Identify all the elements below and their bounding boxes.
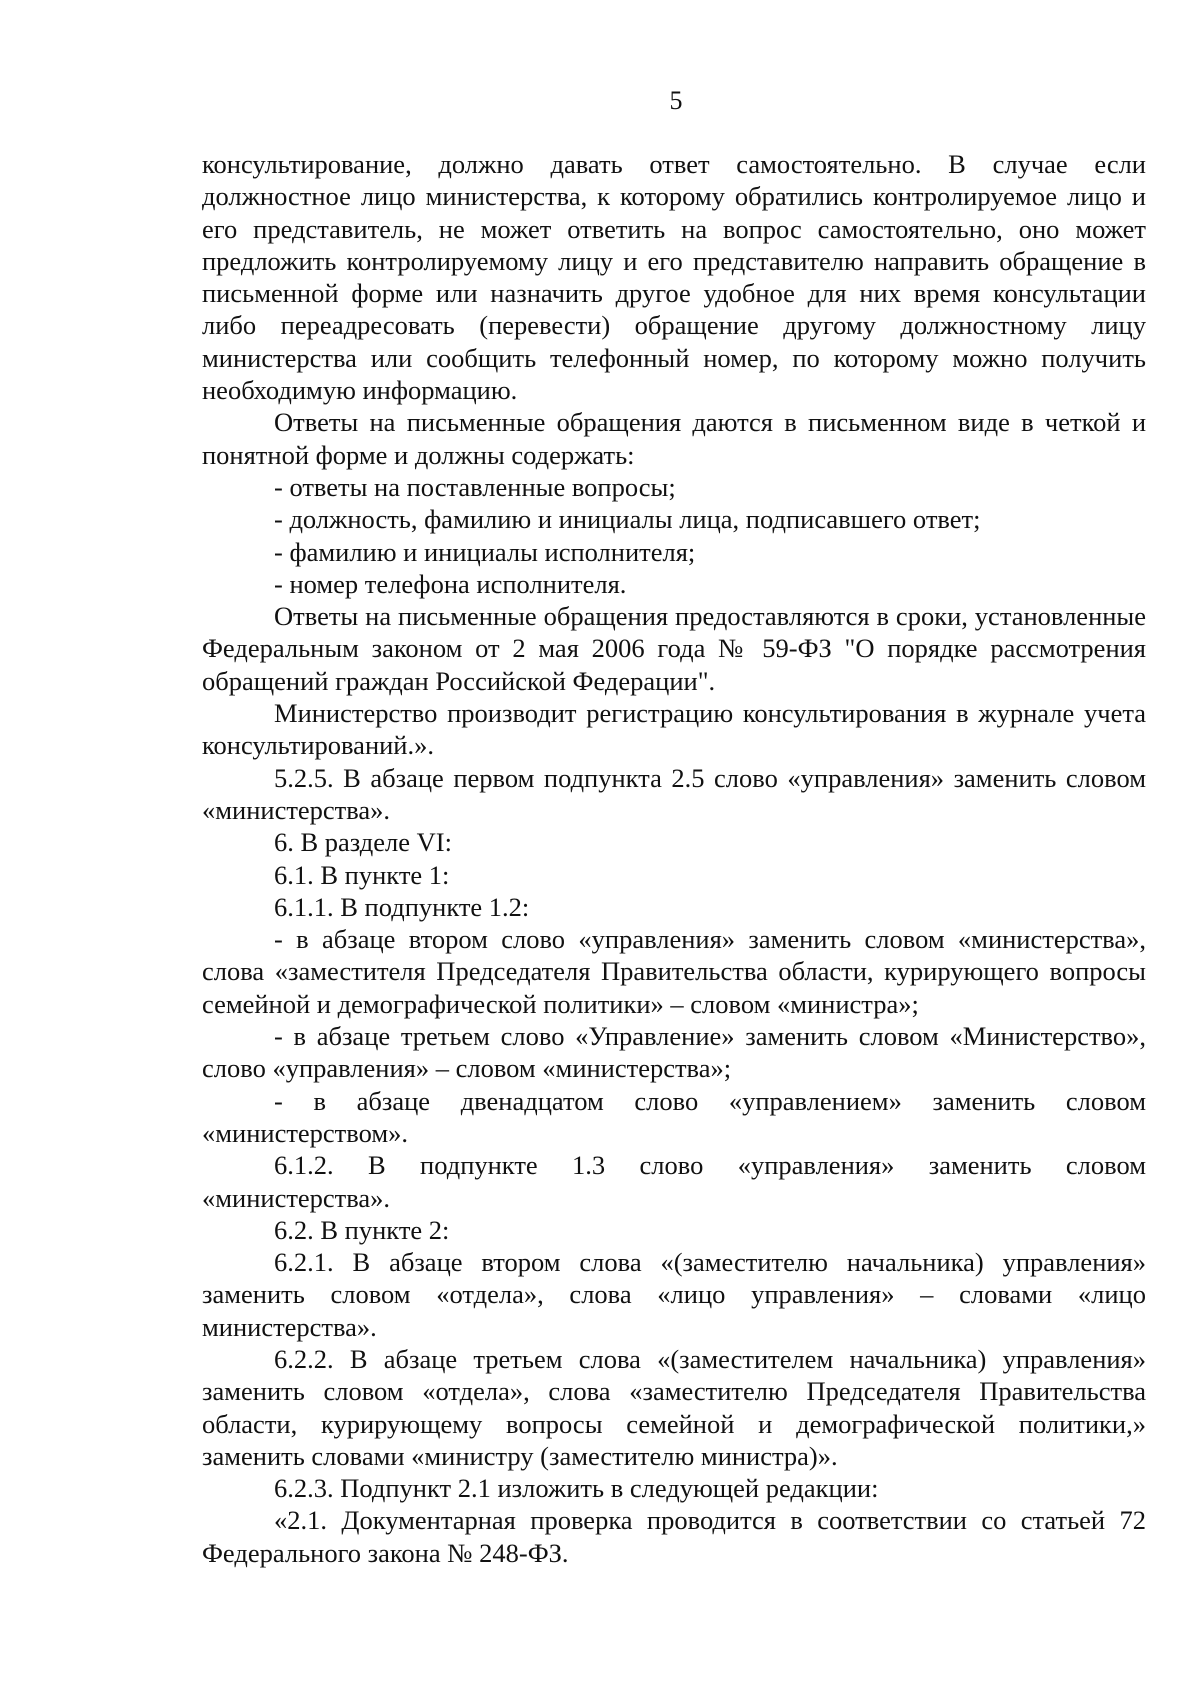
- paragraph: Ответы на письменные обращения предоставляются в сроки, установленные Федеральным законом от 2 мая 2006 года № 59-ФЗ "О порядке рассмотрения обращений граждан Российской Федерации".: [202, 601, 1146, 696]
- list-item: - в абзаце втором слово «управления» заменить словом «министерства», слова «заместителя Председателя Правительства области, курирующего вопросы семейной и демографической политики» – словом «министра»;: [202, 924, 1146, 1019]
- section-heading: 6. В разделе VI:: [274, 827, 452, 858]
- list-item: - номер телефона исполнителя.: [274, 568, 627, 599]
- list-item: - в абзаце двенадцатом слово «управлением» заменить словом «министерством».: [202, 1085, 1146, 1148]
- document-body: [202, 148, 1146, 1569]
- paragraph: 6.1.2. В подпункте 1.3 слово «управления» заменить словом «министерства».: [202, 1150, 1146, 1213]
- list-item: - ответы на поставленные вопросы;: [274, 471, 676, 502]
- page-number: 5: [669, 86, 683, 115]
- paragraph: 6.1.1. В подпункте 1.2:: [274, 891, 530, 922]
- list-item: - должность, фамилию и инициалы лица, подписавшего ответ;: [274, 504, 981, 535]
- paragraph: 6.2.3. Подпункт 2.1 изложить в следующей редакции:: [274, 1473, 879, 1504]
- paragraph: Ответы на письменные обращения даются в письменном виде в четкой и понятной форме и должны содержать:: [202, 407, 1146, 470]
- paragraph: Министерство производит регистрацию консультирования в журнале учета консультирований.».: [202, 698, 1146, 761]
- paragraph: 6.2.1. В абзаце втором слова «(заместителю начальника) управления» заменить словом «отдела», слова «лицо управления» – словами «лицо министерства».: [202, 1247, 1146, 1342]
- list-item: - в абзаце третьем слово «Управление» заменить словом «Министерство», слово «управления» – словом «министерства»;: [202, 1021, 1146, 1084]
- list-item: - фамилию и инициалы исполнителя;: [274, 536, 696, 567]
- paragraph: 6.1. В пункте 1:: [274, 859, 450, 890]
- paragraph: 5.2.5. В абзаце первом подпункта 2.5 слово «управления» заменить словом «министерства».: [202, 762, 1146, 825]
- paragraph: консультирование, должно давать ответ самостоятельно. В случае если должностное лицо министерства, к которому обратились контролируемое лицо и его представитель, не может ответить на вопрос самостоятельно, оно может предложить контролируемому лицу и его представителю направить обращение в письменной форме или назначить другое удобное для них время консультации либо переадресовать (перевести) обращение другому должностному лицу министерства или сообщить телефонный номер, по которому можно получить необходимую информацию.: [202, 149, 1146, 406]
- paragraph: 6.2. В пункте 2:: [274, 1214, 450, 1245]
- paragraph: 6.2.2. В абзаце третьем слова «(заместителем начальника) управления» заменить словом «отдела», слова «заместителю Председателя Правительства области, курирующему вопросы семейной и демографической политики,» заменить словами «министру (заместителю министра)».: [202, 1343, 1146, 1471]
- paragraph: «2.1. Документарная проверка проводится в соответствии со статьей 72 Федерального закона № 248-ФЗ.: [202, 1505, 1146, 1568]
